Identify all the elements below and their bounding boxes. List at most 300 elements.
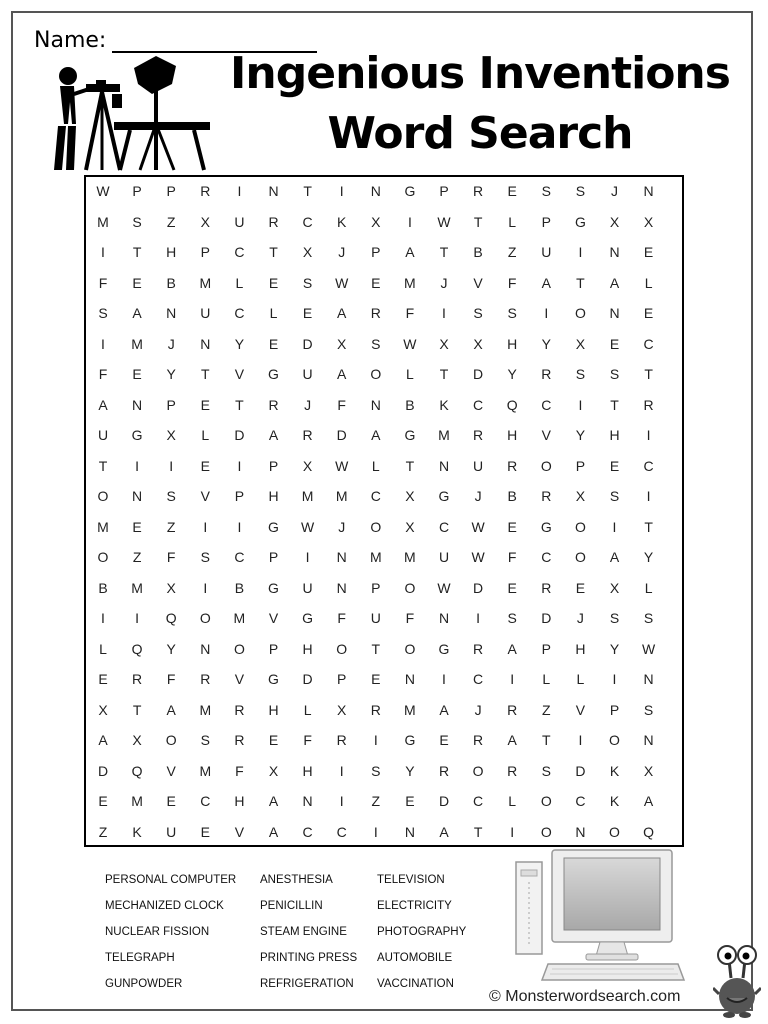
grid-letter[interactable]: T [132, 701, 142, 718]
grid-letter[interactable]: D [234, 427, 245, 443]
grid-letter[interactable]: R [370, 701, 381, 718]
grid-letter[interactable]: N [132, 396, 143, 413]
grid-letter[interactable]: X [337, 335, 347, 352]
grid-letter[interactable]: N [336, 549, 347, 565]
grid-letter[interactable]: B [405, 396, 415, 413]
grid-letter[interactable]: S [200, 732, 210, 748]
grid-letter[interactable]: M [438, 427, 450, 443]
grid-letter[interactable]: L [371, 457, 380, 474]
grid-letter[interactable]: T [98, 457, 108, 474]
grid-letter[interactable]: A [439, 823, 449, 840]
grid-letter[interactable]: M [131, 335, 143, 352]
grid-letter[interactable]: A [507, 732, 517, 748]
grid-letter[interactable]: I [407, 213, 412, 230]
grid-letter[interactable]: I [237, 457, 242, 474]
grid-letter[interactable]: X [609, 579, 620, 596]
grid-letter[interactable]: I [510, 823, 515, 840]
grid-letter[interactable]: B [507, 488, 517, 504]
grid-letter[interactable]: S [507, 305, 517, 321]
grid-letter[interactable]: F [98, 274, 108, 291]
grid-letter[interactable]: Z [166, 518, 176, 535]
grid-letter[interactable]: X [337, 701, 347, 718]
grid-letter[interactable]: A [98, 732, 108, 748]
grid-letter[interactable]: E [575, 579, 586, 596]
grid-letter[interactable]: T [439, 366, 449, 382]
grid-letter[interactable]: D [473, 579, 484, 596]
grid-letter[interactable]: E [132, 274, 142, 291]
grid-letter[interactable]: N [370, 183, 381, 199]
grid-letter[interactable]: S [609, 366, 620, 382]
grid-letter[interactable]: V [234, 823, 245, 840]
grid-letter[interactable]: I [578, 396, 583, 413]
grid-letter[interactable]: G [438, 640, 450, 657]
grid-letter[interactable]: R [541, 366, 552, 382]
grid-letter[interactable]: W [403, 335, 417, 352]
grid-letter[interactable]: N [404, 823, 415, 840]
grid-letter[interactable]: E [643, 244, 654, 260]
grid-letter[interactable]: X [439, 335, 449, 352]
grid-letter[interactable]: X [405, 518, 415, 535]
grid-letter[interactable]: L [644, 579, 653, 596]
grid-letter[interactable]: M [199, 701, 212, 718]
grid-letter[interactable]: R [643, 396, 654, 413]
grid-letter[interactable]: W [471, 549, 485, 565]
grid-letter[interactable]: M [404, 274, 416, 291]
grid-letter[interactable]: E [507, 183, 517, 199]
grid-letter[interactable]: O [540, 457, 552, 474]
grid-letter[interactable]: G [540, 518, 552, 535]
grid-letter[interactable]: P [371, 579, 381, 596]
grid-letter[interactable]: J [576, 610, 584, 626]
grid-letter[interactable]: P [575, 457, 586, 474]
grid-letter[interactable]: O [336, 640, 348, 657]
grid-letter[interactable]: A [439, 701, 449, 718]
grid-letter[interactable]: D [575, 762, 586, 779]
grid-letter[interactable]: P [541, 640, 551, 657]
grid-letter[interactable]: P [541, 213, 551, 230]
grid-letter[interactable]: B [234, 579, 245, 596]
grid-letter[interactable]: O [609, 732, 620, 748]
grid-letter[interactable]: H [507, 427, 518, 443]
grid-letter[interactable]: Y [405, 762, 415, 779]
grid-letter[interactable]: R [370, 305, 381, 321]
grid-letter[interactable]: P [166, 396, 176, 413]
grid-letter[interactable]: M [131, 793, 143, 809]
grid-letter[interactable]: A [405, 244, 415, 260]
grid-letter[interactable]: Z [166, 213, 176, 230]
grid-letter[interactable]: O [233, 640, 245, 657]
grid-letter[interactable]: C [473, 396, 484, 413]
grid-letter[interactable]: M [97, 518, 109, 535]
grid-letter[interactable]: Y [541, 335, 551, 352]
grid-letter[interactable]: O [97, 549, 109, 565]
grid-letter[interactable]: I [578, 732, 583, 748]
grid-letter[interactable]: S [371, 762, 381, 779]
grid-letter[interactable]: L [405, 366, 414, 382]
grid-letter[interactable]: T [473, 823, 483, 840]
grid-letter[interactable]: R [473, 640, 484, 657]
grid-letter[interactable]: R [507, 762, 518, 779]
grid-letter[interactable]: Y [166, 640, 176, 657]
grid-letter[interactable]: U [200, 305, 211, 321]
grid-letter[interactable]: A [98, 396, 108, 413]
grid-letter[interactable]: M [199, 274, 212, 291]
grid-letter[interactable]: R [234, 732, 245, 748]
grid-letter[interactable]: S [507, 610, 517, 626]
grid-letter[interactable]: R [438, 762, 450, 779]
grid-letter[interactable]: O [574, 518, 586, 535]
grid-letter[interactable]: R [473, 427, 484, 443]
grid-letter[interactable]: V [166, 762, 176, 779]
grid-letter[interactable]: K [132, 823, 142, 840]
grid-letter[interactable]: R [507, 701, 518, 718]
grid-letter[interactable]: X [268, 762, 279, 779]
grid-letter[interactable]: N [609, 244, 620, 260]
grid-letter[interactable]: M [233, 610, 246, 626]
grid-letter[interactable]: H [268, 488, 279, 504]
grid-letter[interactable]: C [541, 549, 552, 565]
grid-letter[interactable]: W [335, 457, 349, 474]
grid-letter[interactable]: B [166, 274, 176, 291]
grid-letter[interactable]: Q [131, 762, 143, 779]
grid-letter[interactable]: L [235, 274, 244, 291]
grid-letter[interactable]: U [97, 427, 109, 443]
grid-letter[interactable]: T [473, 213, 483, 230]
grid-letter[interactable]: G [302, 610, 314, 626]
grid-letter[interactable]: X [302, 457, 313, 474]
grid-letter[interactable]: X [371, 213, 381, 230]
grid-letter[interactable]: T [644, 518, 653, 535]
grid-letter[interactable]: F [507, 549, 517, 565]
grid-letter[interactable]: T [576, 274, 585, 291]
grid-letter[interactable]: H [166, 244, 177, 260]
grid-letter[interactable]: Z [98, 823, 108, 840]
grid-letter[interactable]: G [438, 488, 450, 504]
grid-letter[interactable]: U [234, 213, 245, 230]
grid-letter[interactable]: O [404, 579, 416, 596]
grid-letter[interactable]: S [575, 366, 586, 382]
grid-letter[interactable]: E [268, 335, 279, 352]
grid-letter[interactable]: V [234, 671, 245, 687]
grid-letter[interactable]: F [337, 610, 346, 626]
grid-letter[interactable]: A [268, 793, 279, 809]
grid-letter[interactable]: S [371, 335, 381, 352]
grid-letter[interactable]: M [97, 213, 109, 230]
grid-letter[interactable]: O [404, 640, 416, 657]
grid-letter[interactable]: M [369, 549, 382, 565]
grid-letter[interactable]: L [201, 427, 210, 443]
grid-letter[interactable]: X [98, 701, 108, 718]
grid-letter[interactable]: S [575, 183, 586, 199]
grid-letter[interactable]: E [200, 457, 210, 474]
grid-letter[interactable]: N [302, 793, 313, 809]
grid-letter[interactable]: E [268, 732, 279, 748]
grid-letter[interactable]: O [370, 518, 382, 535]
grid-letter[interactable]: U [302, 366, 313, 382]
grid-letter[interactable]: C [438, 518, 450, 535]
grid-letter[interactable]: U [541, 244, 552, 260]
grid-letter[interactable]: E [609, 457, 620, 474]
grid-letter[interactable]: I [169, 457, 174, 474]
grid-letter[interactable]: I [203, 518, 208, 535]
grid-letter[interactable]: I [339, 793, 344, 809]
grid-letter[interactable]: X [575, 335, 586, 352]
grid-letter[interactable]: D [336, 427, 347, 443]
grid-letter[interactable]: F [405, 610, 415, 626]
grid-letter[interactable]: C [302, 213, 313, 230]
grid-letter[interactable]: X [575, 488, 586, 504]
grid-letter[interactable]: O [574, 305, 586, 321]
grid-letter[interactable]: W [471, 518, 485, 535]
grid-letter[interactable]: A [541, 274, 551, 291]
grid-letter[interactable]: E [98, 671, 108, 687]
grid-letter[interactable]: I [442, 305, 446, 321]
grid-letter[interactable]: X [132, 732, 142, 748]
grid-letter[interactable]: T [439, 244, 449, 260]
grid-letter[interactable]: Z [132, 549, 142, 565]
grid-letter[interactable]: N [643, 183, 654, 199]
grid-letter[interactable]: S [643, 701, 654, 718]
grid-letter[interactable]: T [269, 244, 278, 260]
grid-letter[interactable]: V [234, 366, 245, 382]
grid-letter[interactable]: N [609, 305, 620, 321]
grid-letter[interactable]: I [135, 610, 140, 626]
grid-letter[interactable]: D [302, 335, 313, 352]
grid-letter[interactable]: E [507, 518, 517, 535]
grid-letter[interactable]: X [643, 762, 654, 779]
grid-letter[interactable]: F [166, 671, 176, 687]
grid-letter[interactable]: C [234, 244, 245, 260]
grid-letter[interactable]: J [338, 244, 346, 260]
grid-letter[interactable]: S [473, 305, 483, 321]
grid-letter[interactable]: X [302, 244, 313, 260]
grid-letter[interactable]: T [201, 366, 210, 382]
grid-letter[interactable]: N [200, 640, 211, 657]
grid-letter[interactable]: Y [166, 366, 176, 382]
grid-letter[interactable]: I [339, 762, 344, 779]
grid-letter[interactable]: Y [234, 335, 245, 352]
grid-letter[interactable]: E [405, 793, 415, 809]
grid-letter[interactable]: S [302, 274, 313, 291]
grid-letter[interactable]: Y [609, 640, 620, 657]
grid-letter[interactable]: C [541, 396, 552, 413]
grid-letter[interactable]: Y [507, 366, 517, 382]
grid-letter[interactable]: P [132, 183, 142, 199]
grid-letter[interactable]: C [234, 549, 245, 565]
grid-letter[interactable]: R [200, 183, 211, 199]
grid-letter[interactable]: O [370, 366, 382, 382]
grid-letter[interactable]: I [305, 549, 310, 565]
grid-letter[interactable]: R [473, 183, 484, 199]
grid-letter[interactable]: C [336, 823, 347, 840]
grid-letter[interactable]: E [200, 823, 210, 840]
grid-letter[interactable]: V [473, 274, 483, 291]
grid-letter[interactable]: H [302, 762, 313, 779]
grid-letter[interactable]: I [339, 183, 344, 199]
grid-letter[interactable]: J [611, 183, 618, 199]
grid-letter[interactable]: F [98, 366, 108, 382]
grid-letter[interactable]: F [166, 549, 176, 565]
grid-letter[interactable]: I [442, 671, 446, 687]
grid-letter[interactable]: S [98, 305, 108, 321]
grid-letter[interactable]: G [268, 579, 279, 596]
grid-letter[interactable]: N [370, 396, 381, 413]
grid-letter[interactable]: X [405, 488, 415, 504]
grid-letter[interactable]: C [643, 335, 654, 352]
grid-letter[interactable]: S [609, 610, 620, 626]
grid-letter[interactable]: I [237, 183, 242, 199]
grid-letter[interactable]: C [302, 823, 313, 840]
grid-letter[interactable]: G [268, 671, 279, 687]
grid-letter[interactable]: A [609, 549, 620, 565]
grid-letter[interactable]: I [373, 823, 378, 840]
grid-letter[interactable]: P [268, 549, 279, 565]
grid-letter[interactable]: K [609, 762, 620, 779]
grid-letter[interactable]: P [439, 183, 449, 199]
grid-letter[interactable]: V [575, 701, 586, 718]
grid-letter[interactable]: E [132, 518, 142, 535]
grid-letter[interactable]: Q [131, 640, 143, 657]
grid-letter[interactable]: L [644, 274, 653, 291]
grid-letter[interactable]: E [302, 305, 313, 321]
grid-letter[interactable]: U [473, 457, 484, 474]
grid-letter[interactable]: R [132, 671, 143, 687]
grid-letter[interactable]: A [337, 305, 347, 321]
grid-letter[interactable]: M [404, 701, 416, 718]
grid-letter[interactable]: B [473, 244, 483, 260]
grid-letter[interactable]: S [132, 213, 142, 230]
grid-letter[interactable]: J [474, 488, 482, 504]
grid-letter[interactable]: P [166, 183, 176, 199]
grid-letter[interactable]: T [542, 732, 551, 748]
grid-letter[interactable]: U [302, 579, 313, 596]
grid-letter[interactable]: I [373, 732, 378, 748]
grid-letter[interactable]: X [166, 427, 176, 443]
grid-letter[interactable]: C [370, 488, 381, 504]
grid-letter[interactable]: T [303, 183, 312, 199]
grid-letter[interactable]: E [166, 793, 176, 809]
grid-letter[interactable]: W [335, 274, 349, 291]
grid-letter[interactable]: I [646, 427, 651, 443]
grid-letter[interactable]: I [612, 671, 617, 687]
grid-letter[interactable]: I [646, 488, 651, 504]
grid-letter[interactable]: L [303, 701, 312, 718]
grid-letter[interactable]: S [200, 549, 210, 565]
grid-letter[interactable]: N [336, 579, 347, 596]
grid-letter[interactable]: M [199, 762, 212, 779]
grid-letter[interactable]: W [437, 213, 451, 230]
grid-letter[interactable]: Z [507, 244, 517, 260]
grid-letter[interactable]: R [302, 427, 313, 443]
grid-letter[interactable]: A [132, 305, 142, 321]
grid-letter[interactable]: G [404, 427, 416, 443]
grid-letter[interactable]: Q [506, 396, 518, 413]
grid-letter[interactable]: P [371, 244, 381, 260]
grid-letter[interactable]: C [234, 305, 245, 321]
grid-letter[interactable]: R [541, 579, 552, 596]
grid-letter[interactable]: T [235, 396, 244, 413]
grid-letter[interactable]: N [643, 671, 654, 687]
grid-letter[interactable]: L [542, 671, 551, 687]
grid-letter[interactable]: M [404, 549, 416, 565]
grid-letter[interactable]: V [200, 488, 210, 504]
grid-letter[interactable]: D [473, 366, 484, 382]
grid-letter[interactable]: C [473, 671, 484, 687]
grid-letter[interactable]: A [643, 793, 654, 809]
grid-letter[interactable]: R [268, 396, 279, 413]
grid-letter[interactable]: W [96, 183, 110, 199]
grid-letter[interactable]: J [304, 396, 312, 413]
grid-letter[interactable]: T [405, 457, 415, 474]
grid-letter[interactable]: I [203, 579, 208, 596]
grid-letter[interactable]: R [234, 701, 245, 718]
grid-letter[interactable]: E [371, 274, 381, 291]
grid-letter[interactable]: V [268, 610, 279, 626]
grid-letter[interactable]: I [476, 610, 481, 626]
grid-letter[interactable]: W [437, 579, 451, 596]
grid-letter[interactable]: E [268, 274, 279, 291]
grid-letter[interactable]: R [473, 732, 484, 748]
grid-letter[interactable]: R [507, 457, 518, 474]
grid-letter[interactable]: O [199, 610, 211, 626]
grid-letter[interactable]: Y [575, 427, 586, 443]
grid-letter[interactable]: K [337, 213, 347, 230]
grid-letter[interactable]: P [337, 671, 347, 687]
grid-letter[interactable]: F [235, 762, 244, 779]
grid-letter[interactable]: R [336, 732, 347, 748]
grid-letter[interactable]: G [404, 732, 416, 748]
grid-letter[interactable]: U [370, 610, 381, 626]
grid-letter[interactable]: K [609, 793, 620, 809]
grid-letter[interactable]: M [301, 488, 314, 504]
grid-letter[interactable]: G [404, 183, 416, 199]
grid-letter[interactable]: X [200, 213, 210, 230]
grid-letter[interactable]: T [644, 366, 653, 382]
grid-letter[interactable]: U [438, 549, 450, 565]
grid-letter[interactable]: F [507, 274, 517, 291]
grid-letter[interactable]: R [200, 671, 211, 687]
grid-letter[interactable]: I [612, 518, 617, 535]
grid-letter[interactable]: T [610, 396, 619, 413]
grid-letter[interactable]: R [268, 213, 279, 230]
grid-letter[interactable]: H [575, 640, 586, 657]
grid-letter[interactable]: J [167, 335, 175, 352]
grid-letter[interactable]: E [609, 335, 620, 352]
grid-letter[interactable]: O [165, 732, 177, 748]
grid-letter[interactable]: I [135, 457, 140, 474]
grid-letter[interactable]: E [439, 732, 449, 748]
grid-letter[interactable]: S [541, 762, 551, 779]
grid-letter[interactable]: D [97, 762, 109, 779]
grid-letter[interactable]: O [574, 549, 586, 565]
grid-letter[interactable]: G [268, 518, 279, 535]
grid-letter[interactable]: E [643, 305, 654, 321]
grid-letter[interactable]: J [440, 274, 448, 291]
grid-letter[interactable]: P [200, 244, 210, 260]
grid-letter[interactable]: T [371, 640, 381, 657]
grid-letter[interactable]: L [508, 793, 517, 809]
grid-letter[interactable]: N [575, 823, 586, 840]
grid-letter[interactable]: O [540, 823, 552, 840]
grid-letter[interactable]: I [101, 610, 105, 626]
grid-letter[interactable]: S [541, 183, 551, 199]
grid-letter[interactable]: H [234, 793, 245, 809]
grid-letter[interactable]: L [269, 305, 278, 321]
grid-letter[interactable]: F [303, 732, 312, 748]
grid-letter[interactable]: N [438, 610, 450, 626]
grid-letter[interactable]: I [101, 335, 105, 352]
grid-letter[interactable]: I [101, 244, 105, 260]
